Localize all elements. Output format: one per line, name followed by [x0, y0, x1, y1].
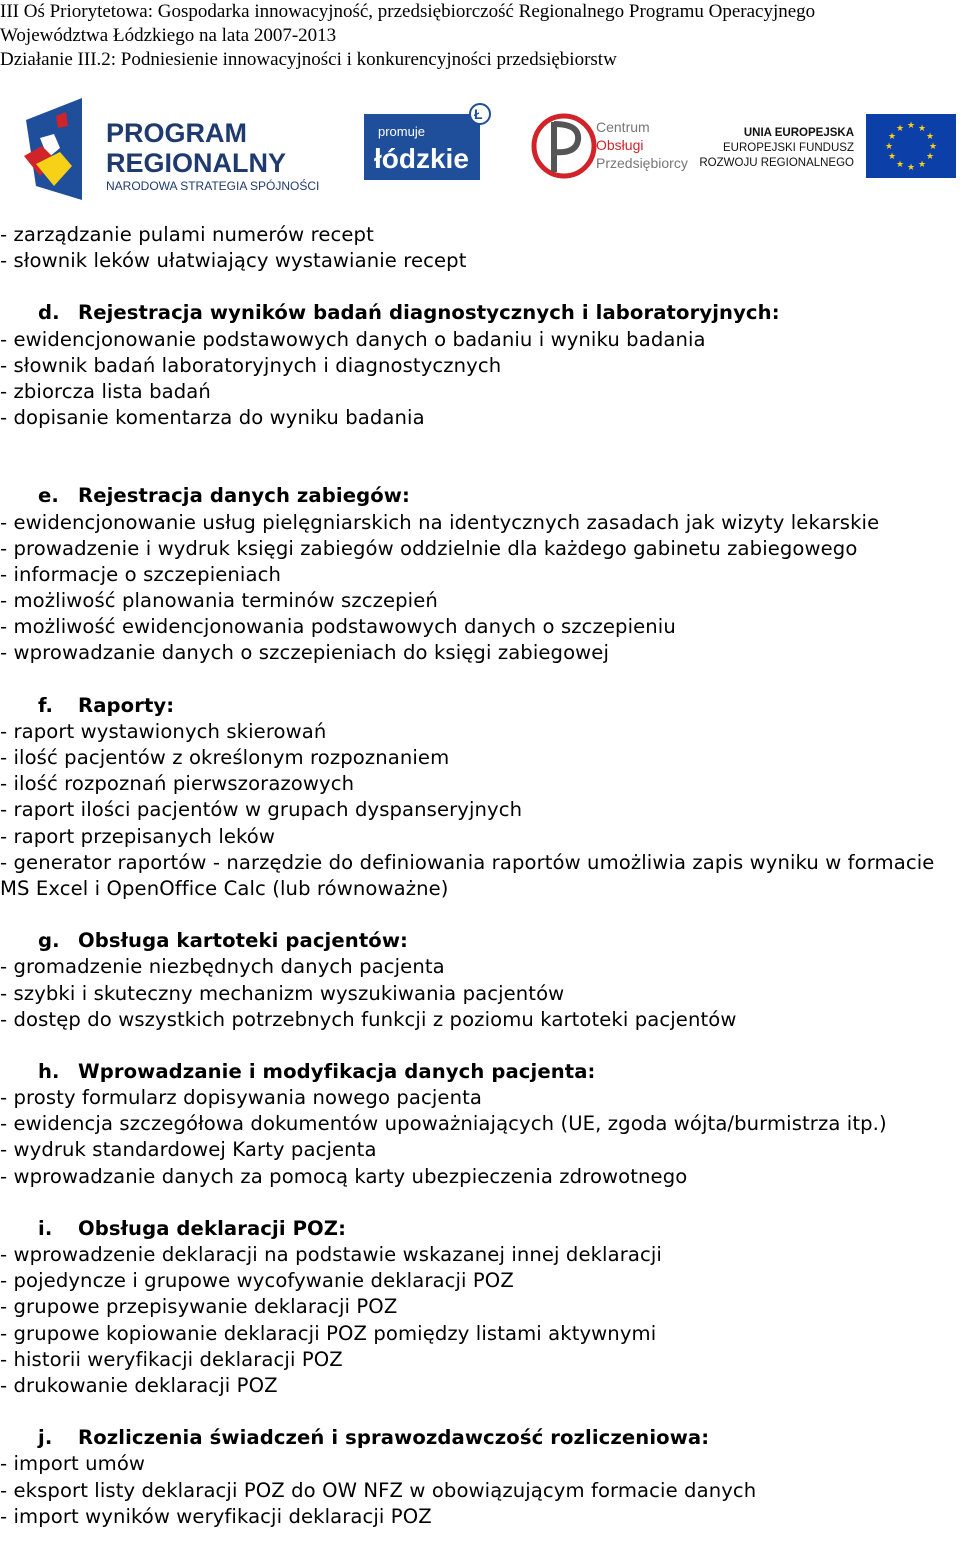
svg-text:★: ★: [884, 142, 894, 152]
centrum-line-1: Centrum: [596, 119, 650, 135]
list-item: - generator raportów - narzędzie do definiowania raportów umożliwia zapis wyniku w formacie MS Excel i OpenOffice Calc (lub równoważne): [0, 850, 935, 900]
svg-text:★: ★: [887, 152, 897, 162]
list-item: - ewidencja szczegółowa dokumentów upoważniających (UE, zgoda wójta/burmistrza itp.): [0, 1112, 887, 1136]
list-item: - dopisanie komentarza do wyniku badania: [0, 406, 425, 430]
header-line-1: III Oś Priorytetowa: Gospodarka innowacyjność, przedsiębiorczość Regionalnego Programu Operacyjnego: [0, 1, 816, 22]
list-item: - prosty formularz dopisywania nowego pacjenta: [0, 1086, 482, 1110]
svg-text:★: ★: [906, 121, 916, 131]
list-item: - raport ilości pacjentów w grupach dyspanseryjnych: [0, 798, 523, 822]
unia-europejska-text: [699, 122, 858, 172]
list-item: - wprowadzenie deklaracji na podstawie wskazanej innej deklaracji: [0, 1243, 662, 1267]
svg-text:★: ★: [917, 124, 927, 134]
program-line-2: REGIONALNY: [106, 148, 287, 178]
page-header: [0, 0, 960, 72]
list-item: - informacje o szczepieniach: [0, 562, 281, 586]
list-item: - szybki i skuteczny mechanizm wyszukiwania pacjentów: [0, 981, 565, 1005]
list-item: - ilość rozpoznań pierwszorazowych: [0, 772, 355, 796]
svg-text:★: ★: [925, 132, 935, 142]
list-item: - ewidencjonowanie podstawowych danych o badaniu i wyniku badania: [0, 327, 706, 351]
lodzkie-big: łódzkie: [374, 143, 469, 174]
list-item: - grupowe przepisywanie deklaracji POZ: [0, 1295, 398, 1319]
ue-line-3: ROZWOJU REGIONALNEGO: [699, 157, 854, 169]
logo-bar: [0, 92, 960, 202]
ue-line-1: UNIA EUROPEJSKA: [743, 127, 854, 139]
program-line-3: NARODOWA STRATEGIA SPÓJNOŚCI: [106, 179, 320, 193]
svg-text:★: ★: [906, 163, 916, 173]
list-item: - możliwość planowania terminów szczepień: [0, 589, 438, 613]
program-line-1: PROGRAM: [106, 118, 247, 148]
svg-text:★: ★: [917, 160, 927, 170]
list-item: - słownik leków ułatwiający wystawianie recept: [0, 249, 467, 273]
svg-text:★: ★: [887, 132, 897, 142]
list-item: - drukowanie deklaracji POZ: [0, 1373, 278, 1397]
list-item: - raport przepisanych leków: [0, 824, 275, 848]
header-line-3: Działanie III.2: Podniesienie innowacyjności i konkurencyjności przedsiębiorstw: [0, 49, 617, 70]
program-regionalny-logo: [20, 96, 320, 200]
lodzkie-small: promuje: [378, 124, 425, 139]
list-item: - historii weryfikacji deklaracji POZ: [0, 1347, 343, 1371]
eu-flag-icon: [866, 114, 956, 178]
list-item: - pojedyncze i grupowe wycofywanie deklaracji POZ: [0, 1269, 514, 1293]
svg-text:★: ★: [928, 142, 938, 152]
list-item: - zbiorcza lista badań: [0, 379, 211, 403]
list-item: - raport wystawionych skierowań: [0, 719, 327, 743]
section-heading-e: e. Rejestracja danych zabiegów:: [38, 484, 410, 508]
list-item: - możliwość ewidencjonowania podstawowych danych o szczepieniu: [0, 615, 676, 639]
list-item: - eksport listy deklaracji POZ do OW NFZ w obowiązującym formacie danych: [0, 1478, 757, 1502]
section-heading-j: j. Rozliczenia świadczeń i sprawozdawczość rozliczeniowa:: [38, 1426, 710, 1450]
list-item: - ilość pacjentów z określonym rozpoznaniem: [0, 746, 450, 769]
centrum-obslugi-logo: [532, 110, 688, 180]
promuje-lodzkie-logo: [364, 102, 490, 182]
svg-text:Ł: Ł: [474, 106, 483, 122]
svg-text:★: ★: [895, 124, 905, 134]
section-heading-i: i. Obsługa deklaracji POZ:: [38, 1216, 347, 1240]
list-item: - ewidencjonowanie usług pielęgniarskich na identycznych zasadach jak wizyty lekarskie: [0, 510, 880, 534]
list-item: - gromadzenie niezbędnych danych pacjenta: [0, 955, 445, 979]
list-item: - wydruk standardowej Karty pacjenta: [0, 1138, 377, 1162]
list-item: - wprowadzanie danych o szczepieniach do księgi zabiegowej: [0, 641, 609, 665]
list-item: - import wyników weryfikacji deklaracji POZ: [0, 1504, 432, 1528]
section-heading-f: f. Raporty:: [38, 693, 175, 717]
svg-text:★: ★: [895, 160, 905, 170]
section-heading-h: h. Wprowadzanie i modyfikacja danych pacjenta:: [38, 1059, 596, 1083]
list-item: - wprowadzanie danych za pomocą karty ubezpieczenia zdrowotnego: [0, 1164, 688, 1188]
section-heading-g: g. Obsługa kartoteki pacjentów:: [38, 929, 408, 953]
header-line-2: Województwa Łódzkiego na lata 2007-2013: [0, 25, 337, 46]
list-item: - dostęp do wszystkich potrzebnych funkcji z poziomu kartoteki pacjentów: [0, 1007, 737, 1031]
list-item: - prowadzenie i wydruk księgi zabiegów oddzielnie dla każdego gabinetu zabiegowego: [0, 536, 858, 560]
centrum-line-2: Obsługi: [596, 137, 644, 153]
document-body: [0, 222, 960, 1530]
ue-line-2: EUROPEJSKI FUNDUSZ: [723, 142, 854, 154]
svg-text:★: ★: [925, 152, 935, 162]
centrum-line-3: Przedsiębiorcy: [596, 155, 688, 171]
list-item: - słownik badań laboratoryjnych i diagnostycznych: [0, 353, 502, 377]
section-heading-d: d. Rejestracja wyników badań diagnostycznych i laboratoryjnych:: [38, 301, 780, 325]
list-item: - grupowe kopiowanie deklaracji POZ pomiędzy listami aktywnymi: [0, 1321, 657, 1345]
list-item: - zarządzanie pulami numerów recept: [0, 223, 374, 246]
list-item: - import umów: [0, 1452, 146, 1476]
